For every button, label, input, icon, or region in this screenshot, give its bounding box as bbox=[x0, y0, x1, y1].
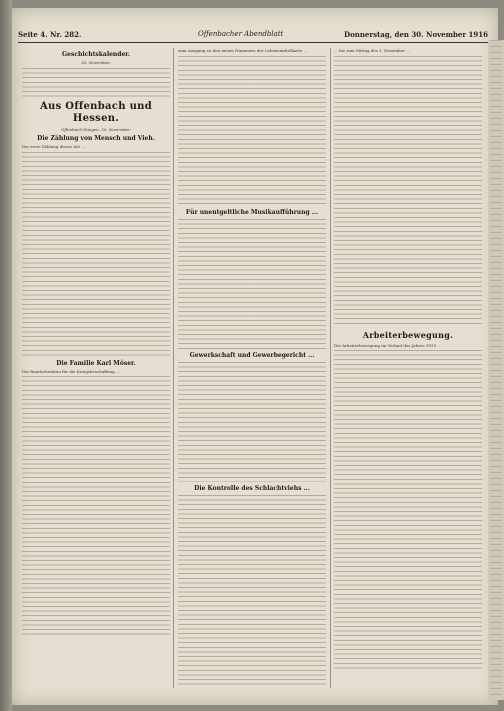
masthead bbox=[18, 30, 488, 42]
column-2-start: zum Ausgang zu den neuen Nummern der Lebensmittelkarte ... bbox=[178, 48, 308, 53]
column-1 bbox=[22, 48, 170, 688]
article-text bbox=[22, 152, 170, 357]
section-dateline: Offenbach-Stiegen, 30. November. bbox=[61, 126, 131, 132]
column-3-text bbox=[334, 56, 482, 326]
page-number: Seite 4. Nr. 282. bbox=[18, 30, 82, 39]
paper-name: Offenbacher Abendblatt bbox=[198, 30, 284, 38]
facing-page-edge bbox=[488, 40, 504, 700]
column-2-text bbox=[178, 56, 326, 206]
column-divider-2 bbox=[330, 48, 331, 688]
column-2-heading-1: Für unentgeltliche Musikaufführung ... bbox=[185, 208, 319, 216]
column-3-text-2 bbox=[334, 350, 482, 670]
section-heading: Aus Offenbach und Hessen. bbox=[39, 100, 153, 124]
facing-page-text bbox=[490, 40, 502, 700]
masthead-rule bbox=[18, 42, 488, 43]
article-text-2 bbox=[22, 376, 170, 636]
column-2-text-2 bbox=[178, 219, 326, 349]
column-2-heading-2: Gewerkschaft und Gewerbegericht ... bbox=[189, 351, 315, 359]
column-3 bbox=[334, 48, 482, 688]
column-2-heading-3: Die Kontrolle des Schlachtviehs ... bbox=[194, 484, 310, 492]
article-body-start-2: Die Rundschreiben für die Kriegsbeschaffung ... bbox=[22, 368, 120, 374]
column-3-start: ... bis zum Mittag des 1. Dezember ... bbox=[334, 48, 410, 53]
article-heading: Die Zählung von Mensch und Vieh. bbox=[37, 135, 155, 143]
issue-date: Donnerstag, den 30. November 1916 bbox=[344, 30, 488, 39]
column-3-body-start: Die Arbeiterbewegung im Verlauf des Jahres 1915 ... bbox=[334, 342, 442, 348]
book-binding bbox=[0, 0, 12, 711]
article-body-start: Die erste Zählung dieser Art ... bbox=[22, 144, 86, 150]
calendar-heading: Geschichtskalender. bbox=[62, 51, 130, 58]
article-heading-2: Die Familie Karl Möser. bbox=[56, 359, 136, 367]
calendar-text bbox=[22, 68, 170, 98]
calendar-date: 30. November. bbox=[81, 60, 111, 65]
column-divider bbox=[173, 48, 174, 688]
column-2 bbox=[178, 48, 326, 688]
column-2-text-3 bbox=[178, 362, 326, 482]
column-3-heading: Arbeiterbewegung. bbox=[362, 329, 454, 340]
column-2-text-4 bbox=[178, 495, 326, 685]
